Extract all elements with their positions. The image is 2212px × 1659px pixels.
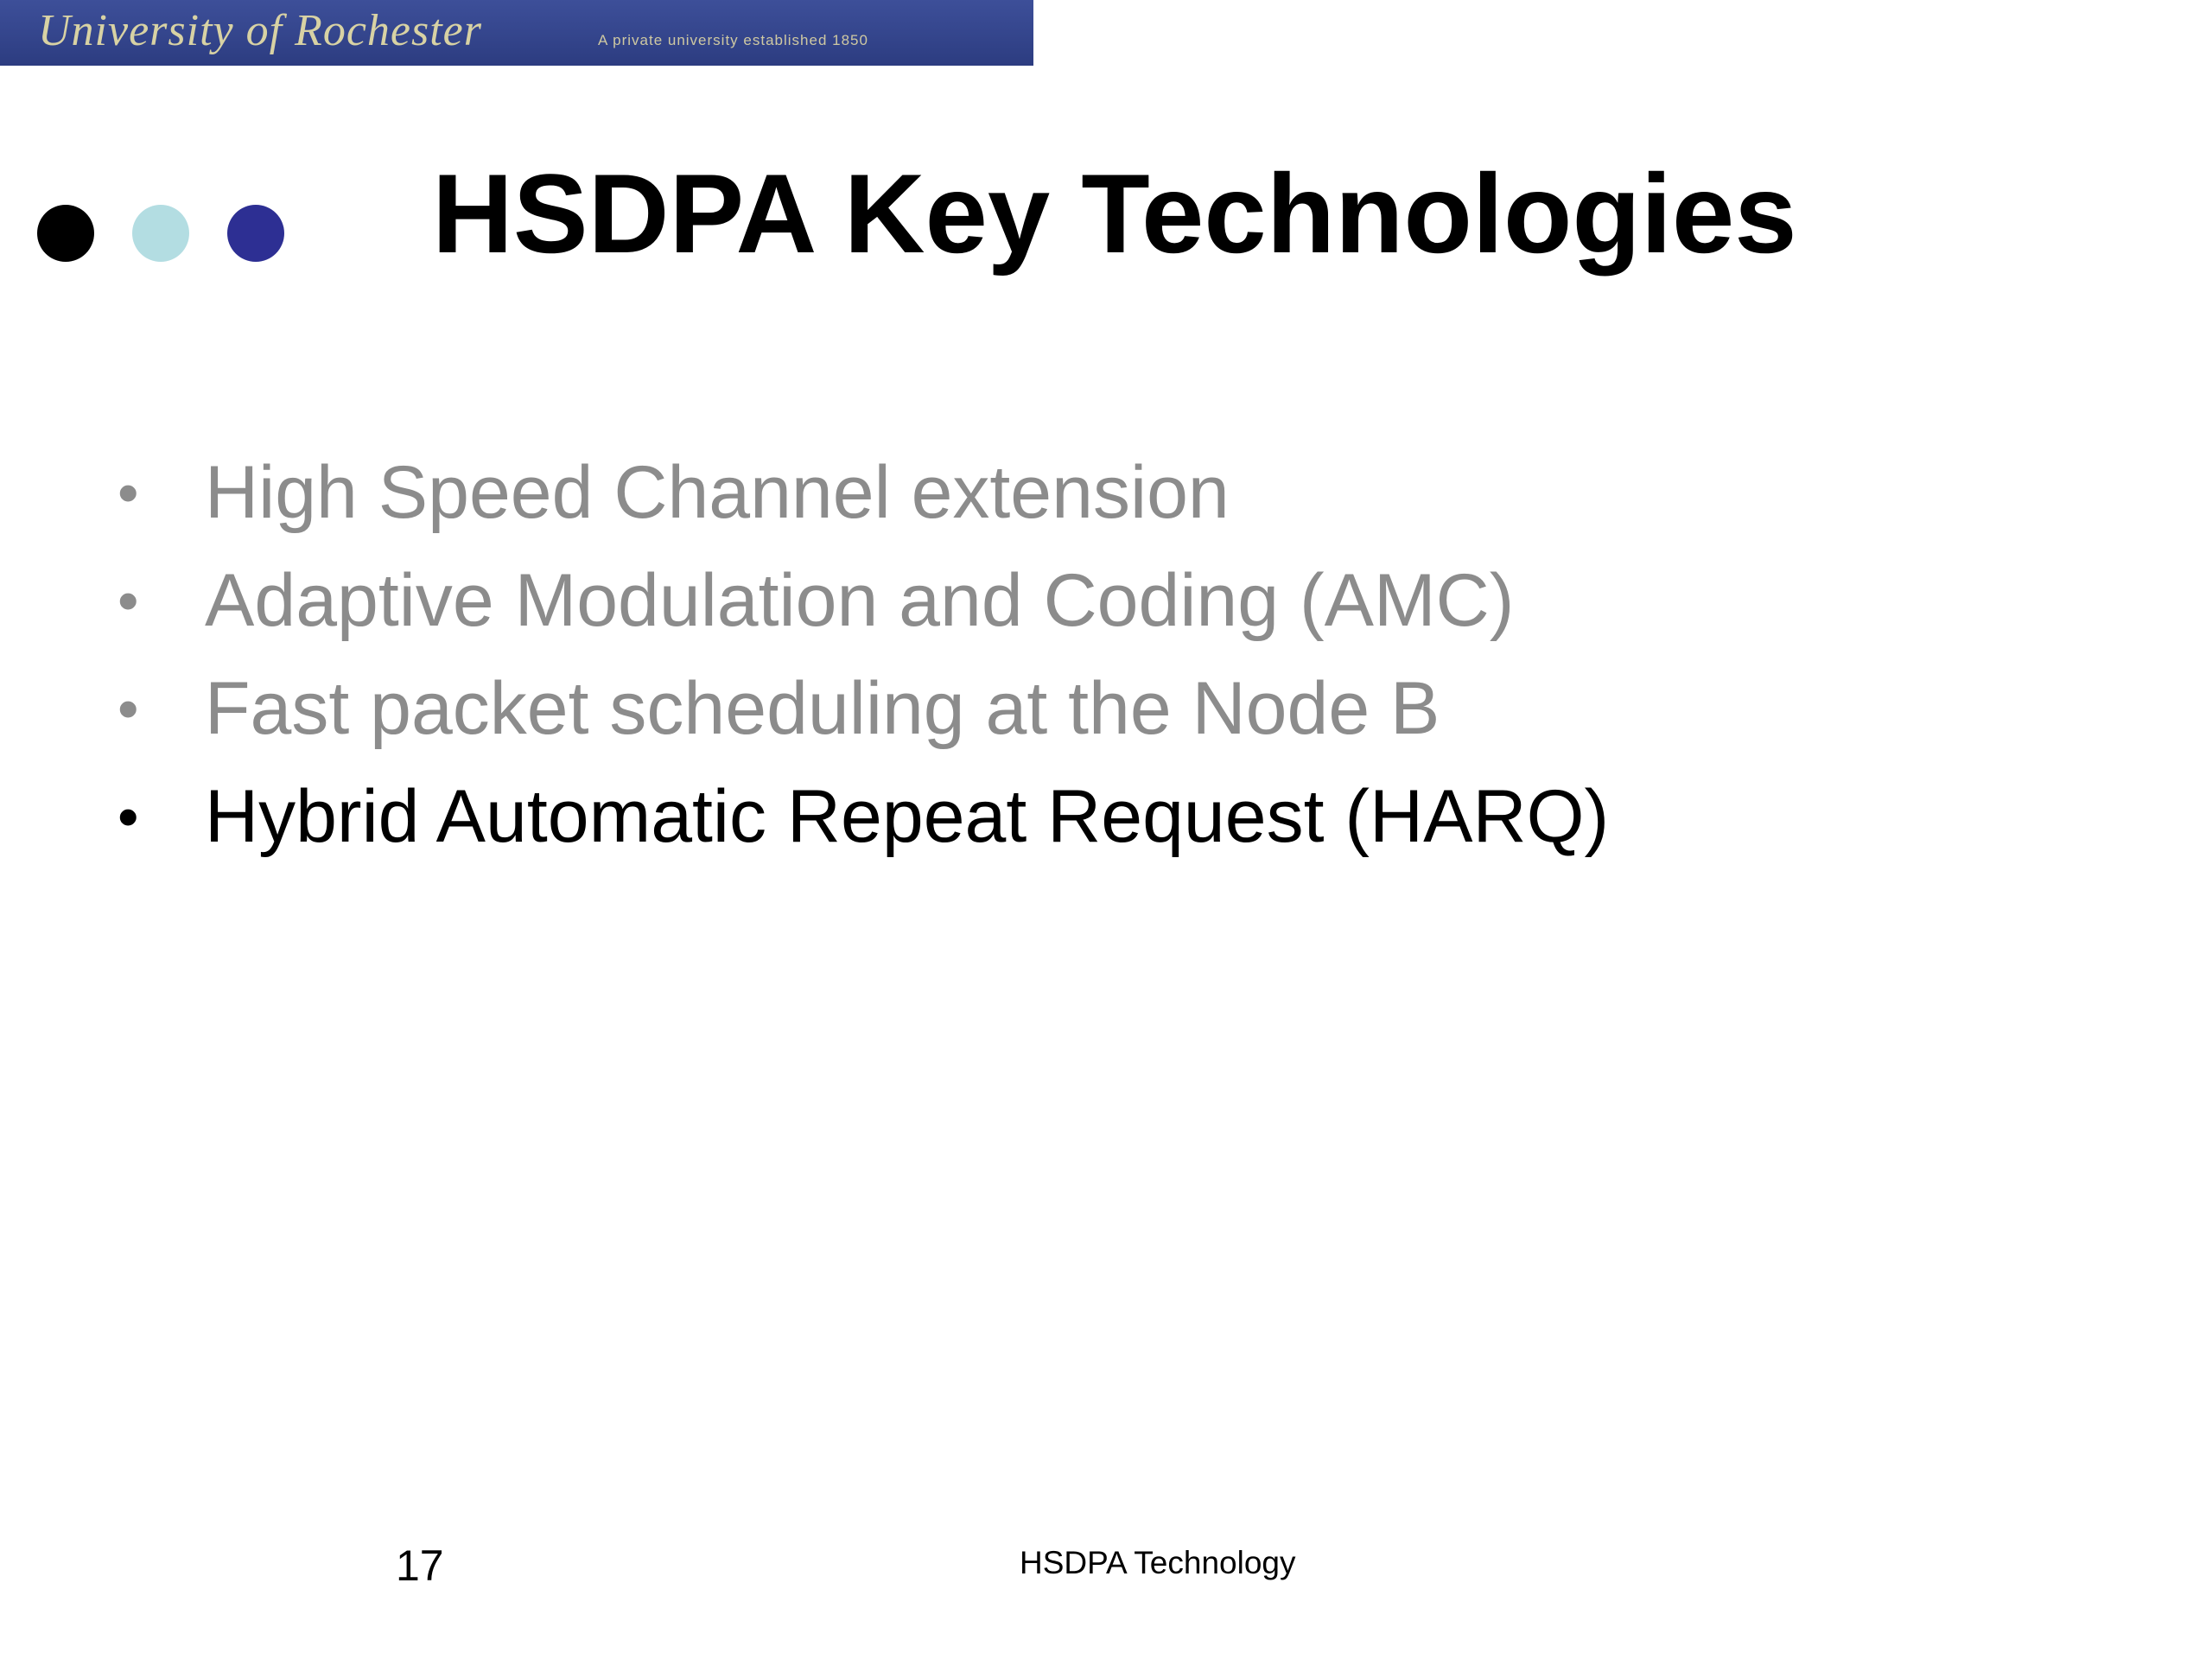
bullet-text: Adaptive Modulation and Coding (AMC) xyxy=(205,559,1515,642)
bullet-icon: • xyxy=(118,567,139,634)
page-number: 17 xyxy=(396,1541,444,1590)
bullet-text: High Speed Channel extension xyxy=(205,451,1230,534)
bullet-icon: • xyxy=(118,783,139,850)
footer-title: HSDPA Technology xyxy=(1020,1545,1296,1580)
banner-title: University of Rochester xyxy=(38,6,482,55)
bullet-text: Hybrid Automatic Repeat Request (HARQ) xyxy=(205,775,1610,858)
banner-tagline: A private university established 1850 xyxy=(598,32,868,48)
black-dot-icon xyxy=(37,205,94,262)
slide-title: HSDPA Key Technologies xyxy=(432,150,1797,276)
bullet-icon: • xyxy=(118,675,139,742)
bullet-text: Fast packet scheduling at the Node B xyxy=(205,667,1440,750)
navy-dot-icon xyxy=(227,205,284,262)
light-cyan-dot-icon xyxy=(132,205,189,262)
university-banner xyxy=(0,0,1033,66)
bullet-icon: • xyxy=(118,459,139,526)
